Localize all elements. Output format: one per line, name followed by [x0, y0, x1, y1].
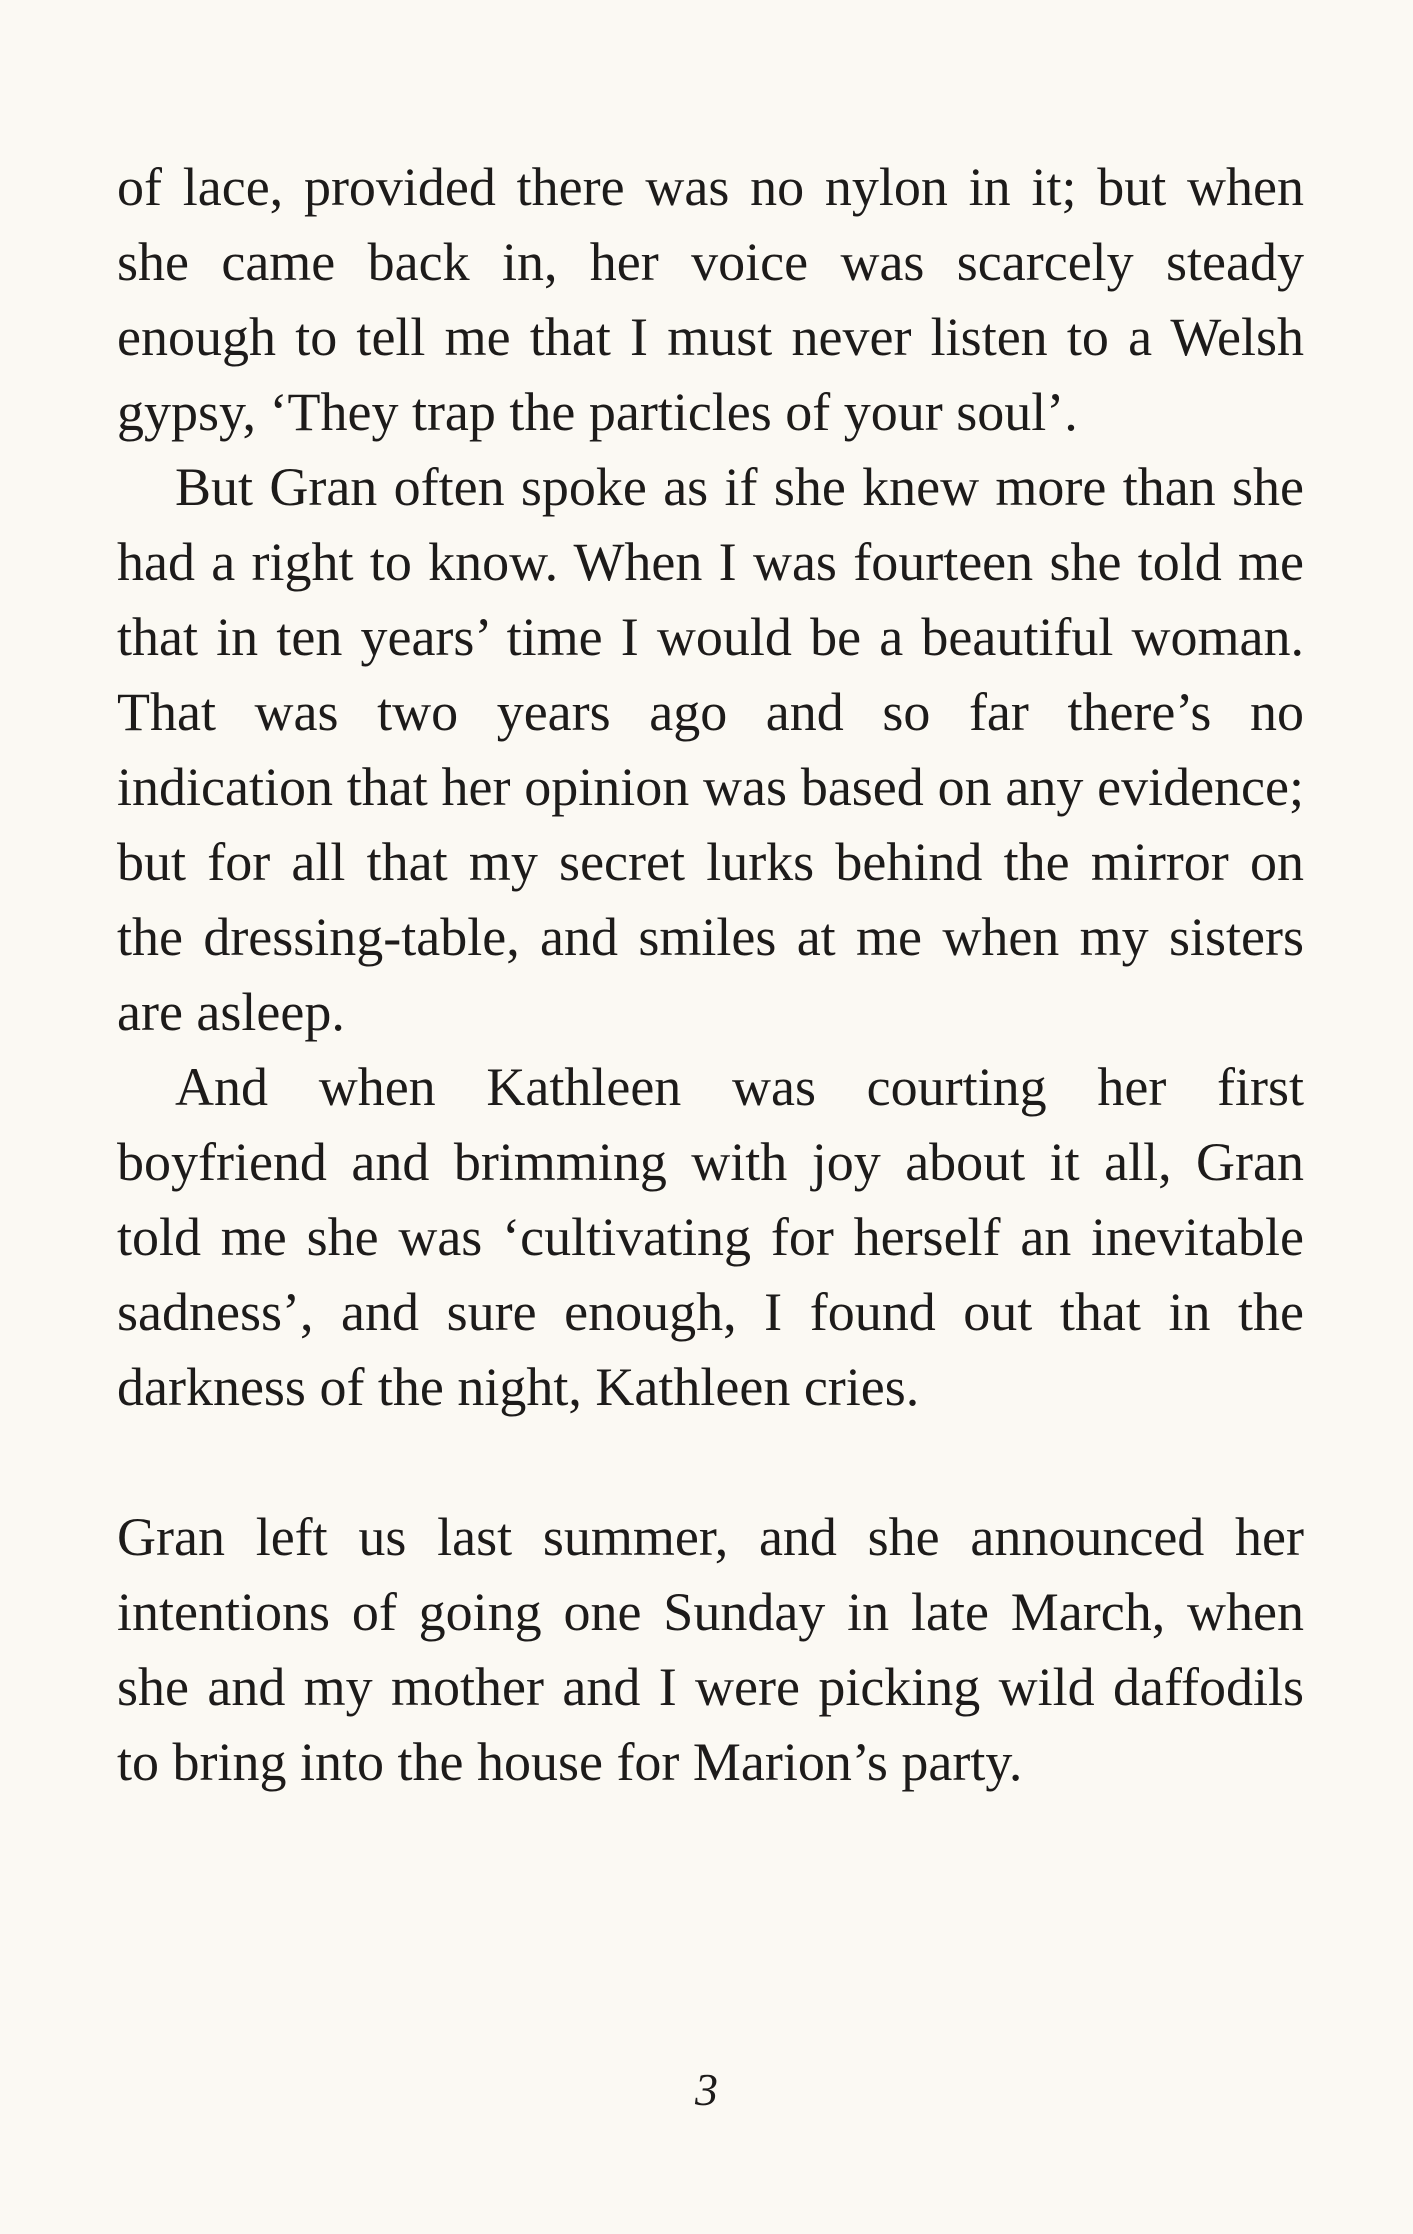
section-break	[117, 1425, 1304, 1500]
page-number: 3	[695, 2064, 718, 2115]
paragraph-3: And when Kathleen was courting her first boyfriend and brimming with joy about it all, Gran told me she was ‘cultivating for herself an inevitable sadness’, and sure enough, I found out that in the darkness of the night, Kathleen cries.	[117, 1057, 1304, 1417]
paragraph-1: of lace, provided there was no nylon in it; but when she came back in, her voice was scarcely steady enough to tell me that I must never listen to a Welsh gypsy, ‘They trap the particles of your soul’.	[117, 157, 1304, 442]
body-text	[117, 150, 1304, 1800]
paragraph-4: Gran left us last summer, and she announced her intentions of going one Sunday in late March, when she and my mother and I were picking wild daffodils to bring into the house for Marion’s party.	[117, 1507, 1304, 1792]
paragraph-2: But Gran often spoke as if she knew more than she had a right to know. When I was fourteen she told me that in ten years’ time I would be a beautiful woman. That was two years ago and so far there’s no indication that her opinion was based on any evidence; but for all that my secret lurks behind the mirror on the dressing-table, and smiles at me when my sisters are asleep.	[117, 457, 1304, 1042]
